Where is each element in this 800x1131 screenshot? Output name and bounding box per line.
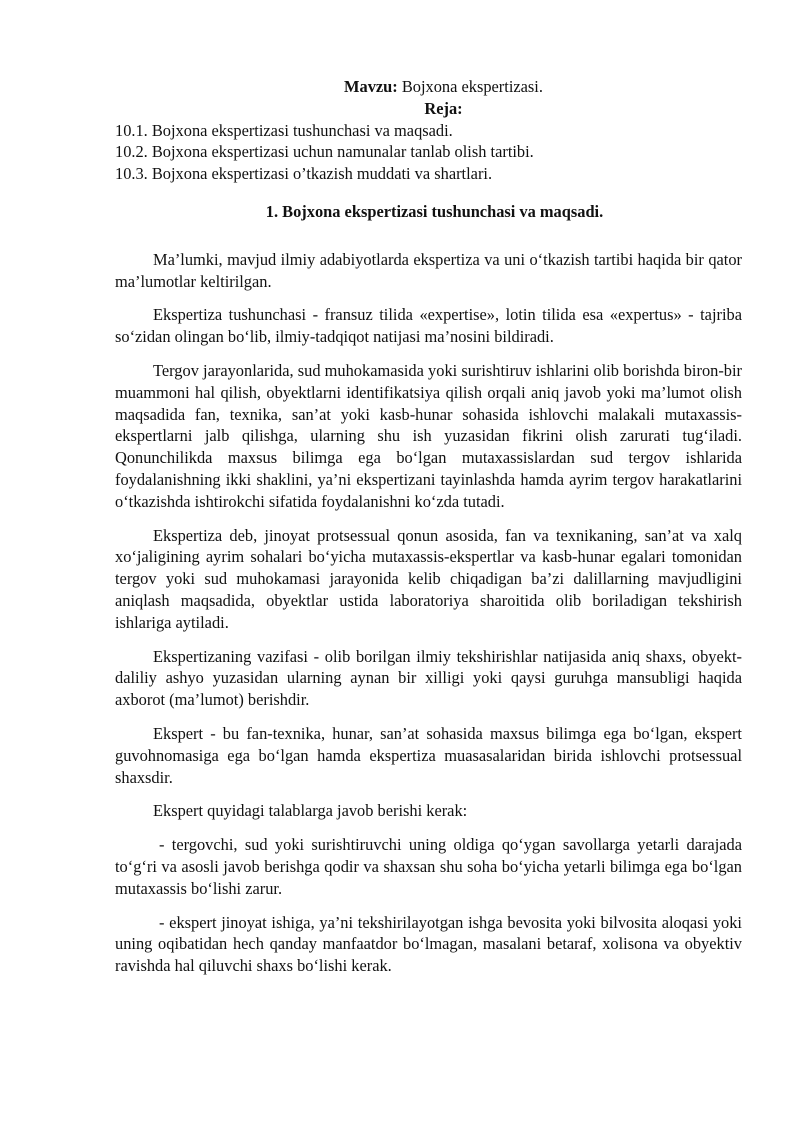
paragraph-investigation: Tergov jarayonlarida, sud muhokamasida yoki surishtiruv ishlarini olib borishda biron-bir muammoni hal qilish, obyektlarni identifikatsiya qilish orqali aniq javob yoki ma’lumot olish maqsadida fan, texnika, san’at yoki kasb-hunar sohasida ishlovchi malakali mutaxassis-ekspertlarni jalb qilishga, ularning shu ish yuzasidan fikrini olish zarurati tug‘iladi. Qonunchilikda maxsus bilimga ega bo‘lgan mutaxassislardan sud tergov ishlarida foydalanishning ikki shaklini, ya’ni ekspertizani tayinlashda hamda ayrim tergov harakatlarini o‘tkazishda ishtirokchi sifatida foydalanishni ko‘zda tutadi. (115, 360, 742, 511)
plan-item: 10.2. Bojxona ekspertizasi uchun namunalar tanlab olish tartibi. (115, 142, 534, 162)
topic-value: Bojxona ekspertizasi. (397, 77, 543, 96)
paragraph-requirement-1: - tergovchi, sud yoki surishtiruvchi uning oldiga qo‘ygan savollarga yetarli darajada to‘g‘ri va asosli javob berishga qodir va shaxsan shu soha bo‘yicha yetarli bilimga ega bo‘lgan mutaxassis bo‘lishi zarur. (115, 835, 742, 898)
topic-label: Mavzu: (344, 77, 398, 96)
paragraph-requirement-2: - ekspert jinoyat ishiga, ya’ni tekshirilayotgan ishga bevosita yoki bilvosita aloqasi yoki uning oqibatidan hech qanday manfaatdor bo‘lmagan, masalani betaraf, xolisona va obyektiv ravishda hal qiluvchi shaxs bo‘lishi kerak. (115, 912, 742, 976)
paragraph-intro: Ma’lumki, mavjud ilmiy adabiyotlarda ekspertiza va uni o‘tkazish tartibi haqida bir qator ma’lumotlar keltirilgan. (115, 249, 742, 291)
plan-list (115, 120, 742, 185)
topic-line (115, 76, 742, 98)
document-page (115, 76, 742, 989)
paragraph-requirements: Ekspert quyidagi talablarga javob berishi kerak: (153, 801, 468, 821)
paragraph-expertise-definition: Ekspertiza deb, jinoyat protsessual qonun asosida, fan va texnikaning, san’at va xalq xo‘jaligining ayrim sohalari bo‘yicha mutaxassis-ekspertlar va kasb-hunar egalari tomonidan tergov yoki sud muhokamasi jarayonida kelib chiqadigan ba’zi dalillarning mavjudligini aniqlash maqsadida, obyektlar ustida laboratoriya sharoitida olib boriladigan tekshirish ishlariga aytiladi. (115, 525, 742, 632)
plan-item: 10.1. Bojxona ekspertizasi tushunchasi va maqsadi. (115, 120, 453, 140)
section-heading: 1. Bojxona ekspertizasi tushunchasi va maqsadi. (265, 201, 604, 221)
plan-item: 10.3. Bojxona ekspertizasi o’tkazish muddati va shartlari. (115, 164, 493, 184)
plan-title: Reja: (424, 98, 463, 118)
paragraph-expertise-task: Ekspertizaning vazifasi - olib borilgan ilmiy tekshirishlar natijasida aniq shaxs, obyekt-daliliy ashyo yuzasidan ularning aynan bir xilligi yoki qaysi guruhga mansubligi haqida axborot (ma’lumot) berishdir. (115, 646, 742, 710)
paragraph-expert: Ekspert - bu fan-texnika, hunar, san’at sohasida maxsus bilimga ega bo‘lgan, ekspert guvohnomasiga ega bo‘lgan hamda ekspertiza muasasalaridan birida ishlovchi protsessual shaxsdir. (115, 723, 742, 787)
paragraph-definition: Ekspertiza tushunchasi - fransuz tilida «expertise», lotin tilida esa «expertus» - tajriba so‘zidan olingan bo‘lib, ilmiy-tadqiqot natijasi ma’nosini bildiradi. (115, 305, 742, 347)
